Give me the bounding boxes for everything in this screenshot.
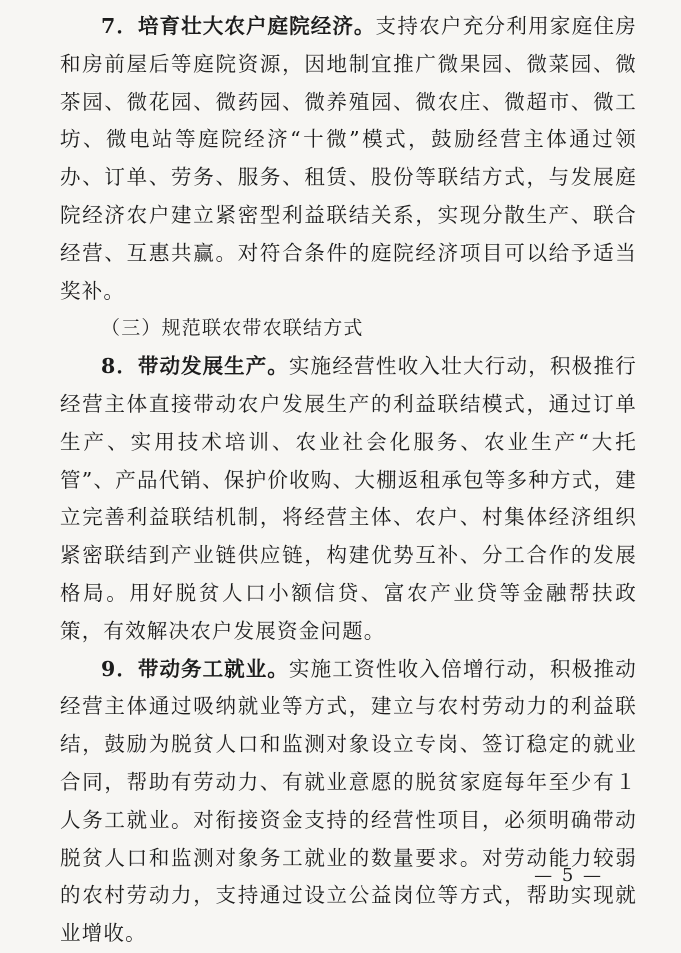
section-title: （三）规范联农带农联结方式 <box>101 317 364 340</box>
paragraph-7-body: 支持农户充分利用家庭住房和房前屋后等庭院资源，因地制宜推广微果园、微菜园、微茶园、微花园、微药园、微养殖园、微农庄、微超市、微工坊、微电站等庭院经济“十微”模式，鼓励经营主体通过领办、订单、劳务、服务、租赁、股份等联结方式，与发展庭院经济农户建立紧密型利益联结关系，实现分散生产、联合经营、互惠共赢。对符合条件的庭院经济项目可以给予适当奖补。 <box>60 14 637 303</box>
paragraph-9 <box>60 651 637 953</box>
paragraph-7-heading: 7．培育壮大农户庭院经济。 <box>101 14 376 38</box>
paragraph-7 <box>60 8 637 310</box>
paragraph-8-heading: 8．带动发展生产。 <box>101 354 289 379</box>
paragraph-9-body: 实施工资性收入倍增行动，积极推动经营主体通过吸纳就业等方式，建立与农村劳动力的利益联结，鼓励为脱贫人口和监测对象设立专岗、签订稳定的就业合同，帮助有劳动力、有就业意愿的脱贫家庭每年至少有１人务工就业。对衔接资金支持的经营性项目，必须明确带动脱贫人口和监测对象务工就业的数量要求。对劳动能力较弱的农村劳动力，支持通过设立公益岗位等方式，帮助实现就业增收。 <box>60 656 637 946</box>
paragraph-9-heading: 9．带动务工就业。 <box>101 656 289 681</box>
page-number: — 5 — <box>534 865 603 886</box>
paragraph-8 <box>60 348 637 650</box>
paragraph-8-body: 实施经营性收入壮大行动，积极推行经营主体直接带动农户发展生产的利益联结模式，通过订单生产、实用技术培训、农业社会化服务、农业生产“大托管”、产品代销、保护价收购、大棚返租承包等多种方式，建立完善利益联结机制，将经营主体、农户、村集体经济组织紧密联结到产业链供应链，构建优势互补、分工合作的发展格局。用好脱贫人口小额信贷、富农产业贷等金融帮扶政策，有效解决农户发展资金问题。 <box>60 354 637 643</box>
